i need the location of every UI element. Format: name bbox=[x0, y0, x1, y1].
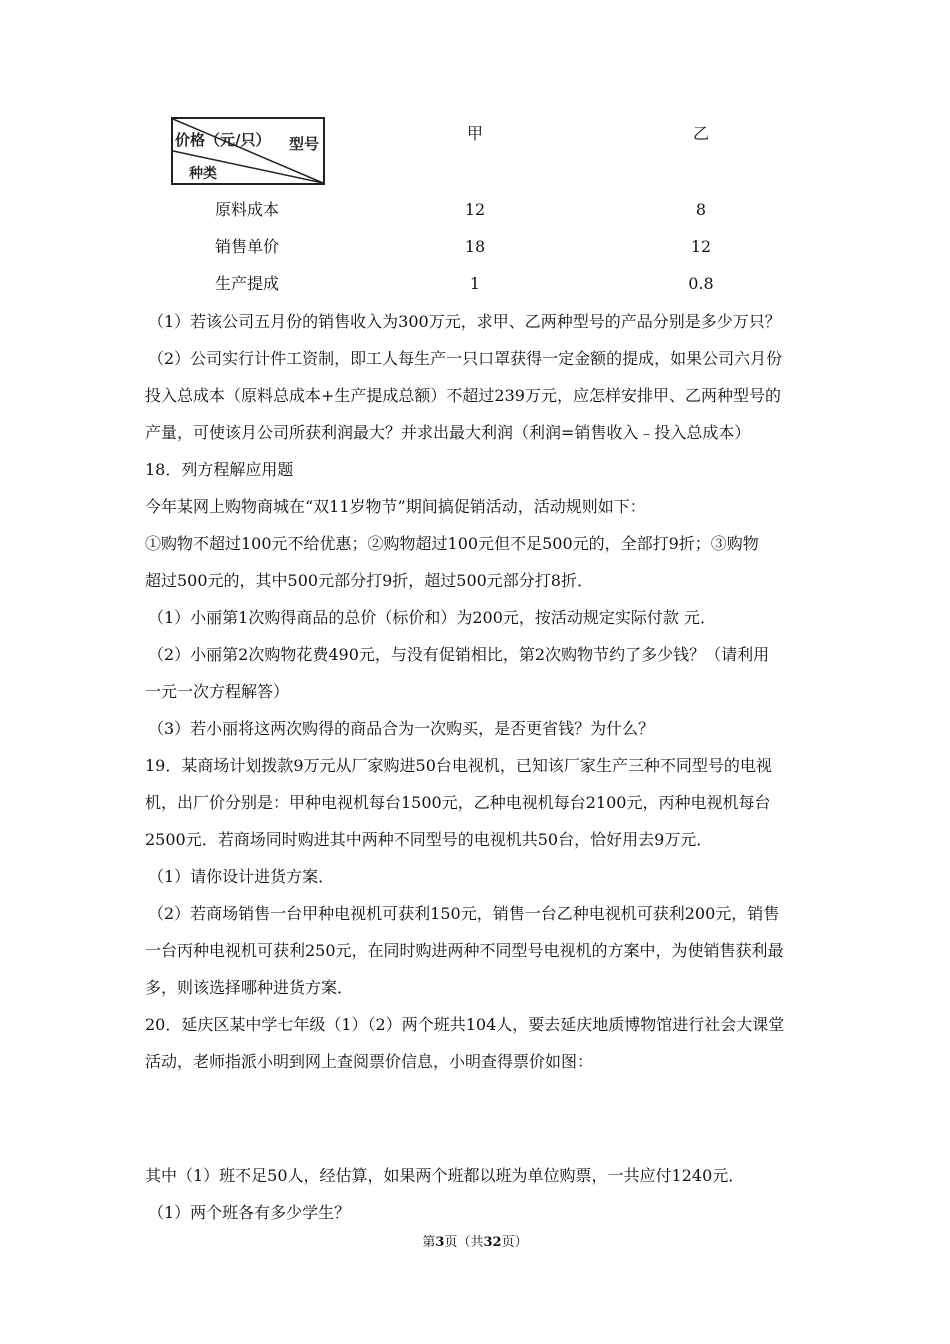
question-18-title: 18．列方程解应用题 bbox=[145, 460, 294, 479]
question-19-part-2: （2）若商场销售一台甲种电视机可获利150元，销售一台乙种电视机可获利200元，销售 bbox=[148, 904, 780, 923]
question-17-part-2: （2）公司实行计件工资制，即工人每生产一只口罩获得一定金额的提成，如果公司六月份 bbox=[148, 349, 783, 368]
table-diagonal-header bbox=[171, 117, 325, 185]
page-footer bbox=[0, 1231, 950, 1250]
header-kind-label: 种类 bbox=[189, 166, 217, 182]
footer-total-pages: 32 bbox=[483, 1235, 502, 1250]
text-line: 机，出厂价分别是：甲种电视机每台1500元，乙种电视机每台2100元，丙种电视机每台 bbox=[145, 793, 771, 812]
table-cell: 1 bbox=[469, 274, 481, 293]
text-line: ①购物不超过100元不给优惠；②购物超过100元但不足500元的，全部打9折；③购物 bbox=[145, 534, 759, 553]
text-line: 投入总成本（原料总成本+生产提成总额）不超过239万元，应怎样安排甲、乙两种型号的 bbox=[145, 386, 781, 405]
table-cell: 12 bbox=[464, 200, 486, 219]
question-18-part-1: （1）小丽第1次购得商品的总价（标价和）为200元，按活动规定实际付款 元． bbox=[148, 608, 716, 627]
table-row-label: 原料成本 bbox=[215, 200, 280, 219]
question-18-part-2: （2）小丽第2次购物花费490元，与没有促销相比，第2次购物节约了多少钱？（请利用 bbox=[148, 645, 770, 664]
table-cell: 0.8 bbox=[688, 274, 714, 293]
table-row-label: 销售单价 bbox=[215, 237, 280, 256]
table-cell: 8 bbox=[695, 200, 707, 219]
table-row-label: 生产提成 bbox=[215, 274, 280, 293]
question-20-title: 20．延庆区某中学七年级（1）（2）两个班共104人，要去延庆地质博物馆进行社会大课堂 bbox=[145, 1015, 785, 1034]
header-model-label: 型号 bbox=[289, 135, 320, 153]
question-20-part-1: （1）两个班各有多少学生？ bbox=[148, 1203, 351, 1222]
question-17-part-1: （1）若该公司五月份的销售收入为300万元，求甲、乙两种型号的产品分别是多少万只？ bbox=[148, 312, 781, 331]
text-line: 一元一次方程解答） bbox=[145, 682, 290, 701]
text-line: 活动，老师指派小明到网上查阅票价信息，小明查得票价如图： bbox=[145, 1052, 594, 1071]
text-line: 产量，可使该月公司所获利润最大？并求出最大利润（利润=销售收入﹣投入总成本） bbox=[145, 423, 751, 442]
table-cell: 12 bbox=[690, 237, 712, 256]
question-19-title: 19．某商场计划拨款9万元从厂家购进50台电视机，已知该厂家生产三种不同型号的电视 bbox=[145, 756, 772, 775]
column-header-b: 乙 bbox=[692, 124, 710, 143]
footer-mid: 页（共 bbox=[444, 1235, 484, 1250]
table-cell: 18 bbox=[464, 237, 486, 256]
text-line: 多，则该选择哪种进货方案． bbox=[145, 978, 354, 997]
footer-page-number: 3 bbox=[435, 1235, 445, 1250]
header-price-label: 价格（元/只） bbox=[175, 131, 271, 149]
footer-suffix: 页） bbox=[501, 1235, 528, 1250]
text-line: 今年某网上购物商城在“双11岁物节”期间搞促销活动，活动规则如下： bbox=[145, 497, 646, 516]
column-header-a: 甲 bbox=[466, 124, 484, 143]
footer-prefix: 第 bbox=[422, 1235, 436, 1250]
question-18-part-3: （3）若小丽将这两次购得的商品合为一次购买，是否更省钱？为什么？ bbox=[148, 719, 655, 738]
question-19-part-1: （1）请你设计进货方案． bbox=[148, 867, 335, 886]
text-line: 一台丙种电视机可获利250元，在同时购进两种不同型号电视机的方案中，为使销售获利最 bbox=[145, 941, 784, 960]
text-line: 其中（1）班不足50人，经估算，如果两个班都以班为单位购票，一共应付1240元． bbox=[145, 1166, 745, 1185]
text-line: 超过500元的，其中500元部分打9折，超过500元部分打8折． bbox=[145, 571, 593, 590]
text-line: 2500元．若商场同时购进其中两种不同型号的电视机共50台，恰好用去9万元． bbox=[145, 830, 713, 849]
